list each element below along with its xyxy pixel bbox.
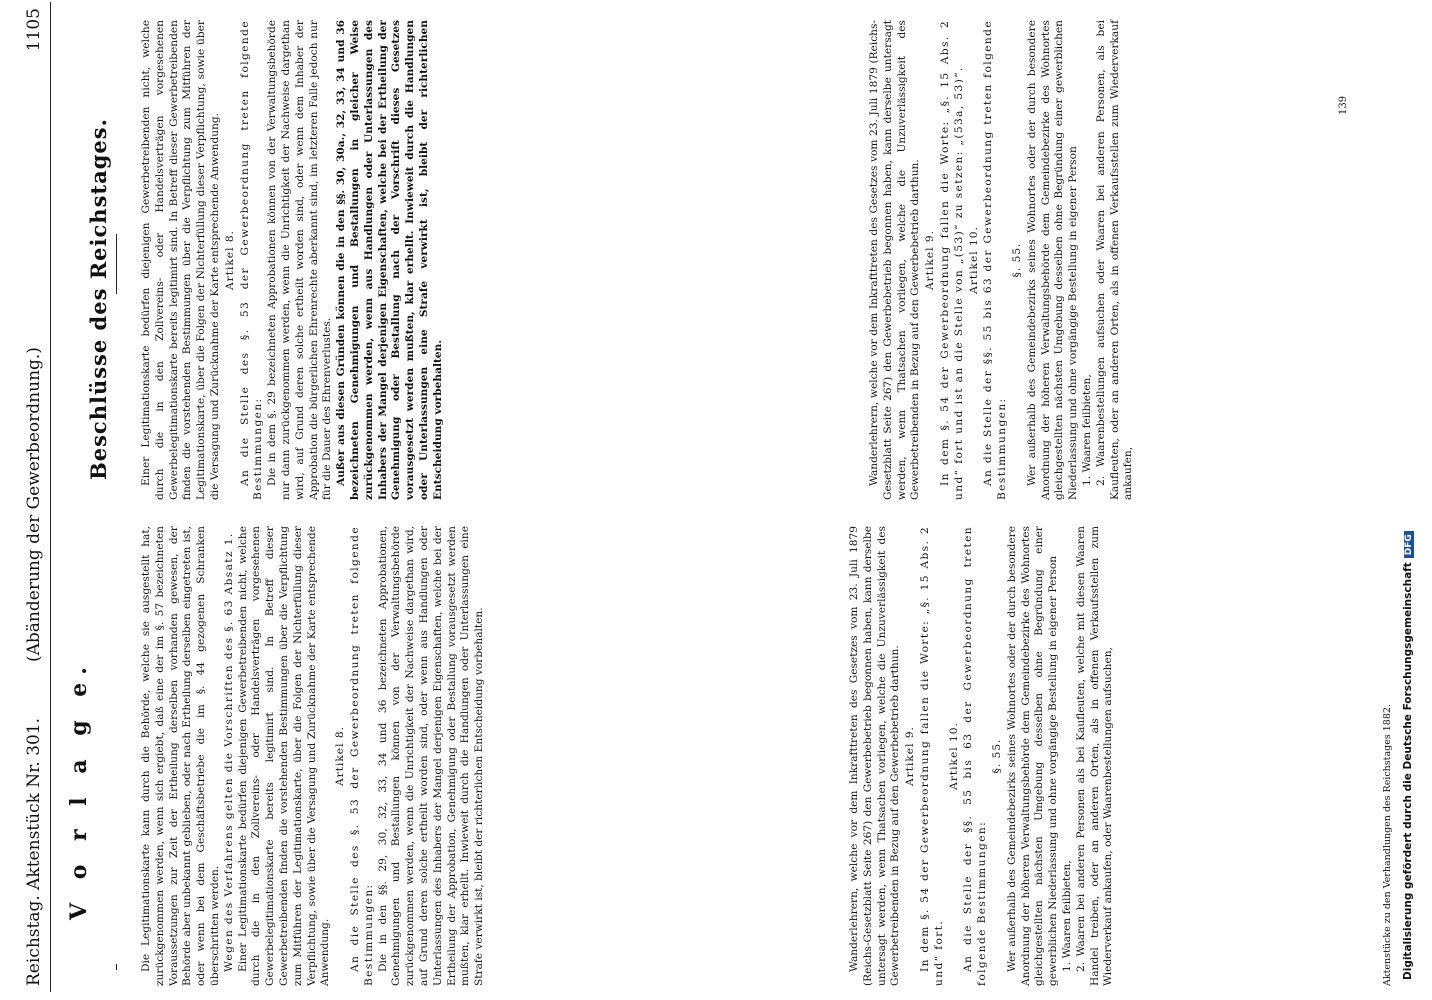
running-header bbox=[22, 2, 51, 992]
paragraph: In dem §. 54 der Gewerbeordnung fallen die Worte: „§. 15 Abs. 2 und“ fort. bbox=[918, 526, 945, 986]
vorlage-column-1 bbox=[140, 526, 487, 986]
beschluesse-title: Beschlüsse des Reichstages. bbox=[86, 118, 111, 480]
header-left: Reichstag. Aktenstück Nr. 301. bbox=[24, 717, 44, 986]
section-heading: §. 55. bbox=[1010, 242, 1023, 278]
list-item: 2. Waarenbestellungen aufsuchen oder Waaren bei anderen Personen, als bei Kaufleuten, oder an anderen Orten, als in offenen Verkaufsstellen zum Wiederverkauf ankaufen, bbox=[1094, 20, 1135, 500]
paragraph: Wer außerhalb des Gemeindebezirks seines Wohnortes oder der durch besondere Anordnung der höheren Verwaltungsbehörde dem Gemeindebezirke des Wohnortes gleichgestellten nächsten Umgebung desselben ohne Begründung einer gewerblichen Niederlassung und ohne vorgängige Bestellung in eigener Person bbox=[1005, 526, 1060, 986]
beschluesse-column-2 bbox=[868, 20, 1136, 500]
divider bbox=[116, 234, 117, 294]
paragraph: Wegen des Verfahrens gelten die Vorschriften des §. 63 Absatz 1. bbox=[222, 532, 235, 972]
funding-note-text: Digitalisierung gefördert durch die Deutsche Forschungsgemeinschaft bbox=[1402, 562, 1414, 980]
footnote: Aktenstücke zu den Verhandlungen des Reichstages 1882. bbox=[1382, 704, 1393, 986]
vorlage-column-2 bbox=[848, 526, 1116, 986]
paragraph: Die Legitimationskarte kann durch die Behörde, welche sie ausgestellt hat, zurückgenommen werden, wenn sich ergiebt, daß eine der im §. 57 bezeichneten Voraussetzungen zur Zeit der Ertheilung derselben vorhanden gewesen, der Behörde aber unbekannt geblieben, oder nach Ertheilung derselben eingetreten ist, oder wenn bei dem Geschäftsbetriebe die im §. 44 gezogenen Schranken überschritten werden. bbox=[140, 526, 221, 986]
paragraph: Außer aus diesen Gründen können die in den §§. 30, 30a., 32, 33, 34 und 36 bezeichneten Genehmigungen und Bestallungen in gleicher Weise zurückgenommen werden, wenn aus Handlungen oder Unterlassungen des Inhabers der Mangel derjenigen Eigenschaften, welche bei der Ertheilung der Genehmigung oder Bestallung nach der Vorschrift dieses Gesetzes vorausgesetzt werden mußten, klar erhellt. Inwieweit durch die Handlungen oder Unterlassungen eine Strafe verwirkt ist, bleibt der richterlichen Entscheidung vorbehalten. bbox=[335, 20, 444, 500]
paragraph: An die Stelle des §. 53 der Gewerbeordnung treten folgende Bestimmungen: bbox=[238, 20, 265, 500]
list-item: 2. Waaren bei anderen Personen als bei Kaufleuten, welche mit diesen Waaren Handel treiben, oder an anderen Orten, als in offenen Verkaufsstellen zum Wiederverkauf ankaufen, oder Waarenbestellungen aufsuchen, bbox=[1074, 526, 1115, 986]
article-heading: Artikel 8. bbox=[334, 726, 347, 786]
paragraph: In dem §. 54 der Gewerbeordnung fallen die Worte: „§. 15 Abs. 2 und“ fort und ist an die Stelle von „(53)“ zu setzen: „(53a, 53)“. bbox=[938, 20, 965, 500]
header-page-number: 1105 bbox=[24, 8, 44, 52]
vorlage-title: V o r l a g e. bbox=[66, 659, 92, 920]
article-heading: Artikel 8. bbox=[223, 230, 236, 290]
list-item: 1. Waaren feilbieten, bbox=[1080, 374, 1093, 486]
funding-note bbox=[1402, 20, 1414, 980]
paragraph: An die Stelle des §. 53 der Gewerbeordnung treten folgende Bestimmungen: bbox=[348, 526, 375, 986]
paragraph: Wanderlehrern, welche vor dem Inkrafttreten des Gesetzes vom 23. Juli 1879 (Reichs-Gesetzblatt Seite 267) den Gewerbebetrieb begonnen haben, kann derselbe untersagt werden, wenn Thatsachen vorliegen, welche die Unzuverlässigkeit des Gewerbetreibenden in Bezug auf den Gewerbebetrieb darthun. bbox=[868, 20, 922, 500]
article-heading: Artikel 9. bbox=[924, 230, 937, 290]
paragraph: Einer Legitimationskarte bedürfen diejenigen Gewerbetreibenden nicht, welche durch die in den Zollvereins- oder Handelsverträgen vorgesehenen Gewerbelegitimationskarte bereits legitimirt sind. In Betreff dieser Gewerbetreibenden finden die vorstehenden Bestimmungen über die Verpflichtung zum Mitführen der Legitimationskarte, über die Folgen der Nichterfüllung dieser Verpflichtung, sowie über die Versagung und Zurücknahme der Karte entsprechende Anwendung. bbox=[140, 20, 221, 500]
paragraph: An die Stelle der §§. 55 bis 63 der Gewerbeordnung treten folgende Bestimmungen: bbox=[982, 20, 1009, 500]
paragraph: Die in dem §. 29 bezeichneten Approbationen können von der Verwaltungsbehörde nur dann zurückgenommen werden, wenn die Unrichtigkeit der Nachweise dargethan wird, auf Grund deren solche ertheilt worden sind, oder wenn dem Inhaber der Approbation die bürgerlichen Ehrenrechte aberkannt sind, im letzteren Falle jedoch nur für die Dauer des Ehrenverlustes. bbox=[266, 20, 334, 500]
page-mark: 139 bbox=[1338, 95, 1349, 115]
paragraph: Wanderlehrern, welche vor dem Inkrafttreten des Gesetzes vom 23. Juli 1879 (Reichs-Gesetzblatt Seite 267) den Gewerbebetrieb begonnen haben, kann derselbe untersagt werden, wenn Thatsachen vorliegen, welche die Unzuverlässigkeit des Gewerbetreibenden in Bezug auf den Gewerbebetrieb darthun. bbox=[848, 526, 902, 986]
paragraph: Einer Legitimationskarte bedürfen diejenigen Gewerbetreibenden nicht, welche durch die in den Zollvereins- oder Handelsverträgen vorgesehenen Gewerbelegitimationskarte bereits legitimirt sind. In Betreff dieser Gewerbetreibenden finden die vorstehenden Bestimmungen über die Verpflichtung zum Mitführen der Legitimationskarte, über die Folgen der Nichterfüllung dieser Verpflichtung, sowie über die Versagung und Zurücknahme der Karte entsprechende Anwendung. bbox=[236, 526, 332, 986]
sidebar-credit bbox=[1402, 0, 1430, 1000]
beschluesse-column-1 bbox=[140, 20, 446, 500]
article-heading: Artikel 9. bbox=[904, 726, 917, 786]
paragraph: An die Stelle der §§. 55 bis 63 der Gewerbeordnung treten folgende Bestimmungen: bbox=[962, 526, 989, 986]
list-item: 1. Waaren feilbieten, bbox=[1060, 860, 1073, 972]
divider bbox=[116, 964, 117, 970]
paragraph: Wer außerhalb des Gemeindebezirks seines Wohnortes oder der durch besondere Anordnung der höheren Verwaltungsbehörde dem Gemeindebezirke des Wohnortes gleichgestellten nächsten Umgebung desselben ohne Begründung einer gewerblichen Niederlassung und ohne vorgängige Bestellung in eigener Person bbox=[1025, 20, 1080, 500]
article-heading: Artikel 10. bbox=[947, 722, 960, 790]
paragraph: Die in den §§. 29, 30, 32, 33, 34 und 36 bezeichneten Approbationen, Genehmigungen und Bestallungen können von der Verwaltungsbehörde zurückgenommen werden, wenn die Unrichtigkeit der Nachweise dargethan wird, auf Grund deren solche ertheilt worden sind, oder wenn aus Handlungen oder Unterlassungen des Inhabers der Mangel derjenigen Eigenschaften, welche bei der Ertheilung der Approbation, Genehmigung oder Bestallung vorausgesetzt werden mußten, klar erhellt. Inwieweit durch die Handlungen oder Unterlassungen eine Strafe verwirkt ist, bleibt der richterlichen Entscheidung vorbehalten. bbox=[376, 526, 486, 986]
article-heading: Artikel 10. bbox=[967, 226, 980, 294]
section-heading: §. 55. bbox=[990, 738, 1003, 774]
header-center: (Abänderung der Gewerbeordnung.) bbox=[24, 347, 44, 662]
dfg-logo: DFG bbox=[1404, 531, 1414, 558]
